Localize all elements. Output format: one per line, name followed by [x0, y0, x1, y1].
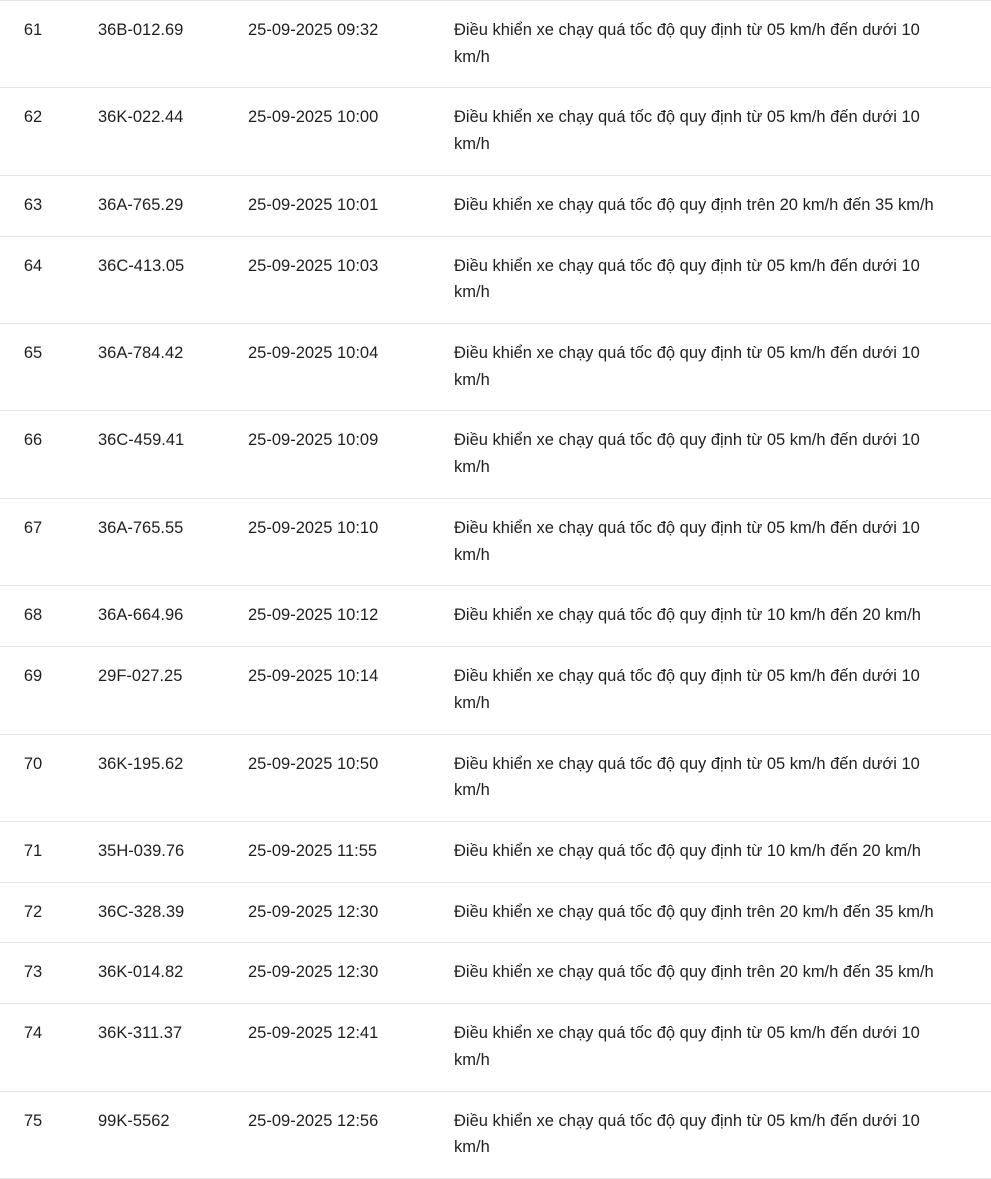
cell-violation-description: Điều khiển xe chạy quá tốc độ quy định từ 05 km/h đến dưới 10 km/h: [454, 21, 920, 66]
cell-violation-description: Điều khiển xe chạy quá tốc độ quy định từ 05 km/h đến dưới 10 km/h: [454, 667, 920, 712]
cell-plate-number: 36A-784.42: [98, 344, 184, 363]
cell-index: 61: [23, 21, 43, 39]
cell-index: 64: [23, 256, 43, 275]
cell-violation-time: 25-09-2025 10:10: [248, 518, 379, 537]
cell-violation-description: Điều khiển xe chạy quá tốc độ quy định từ 10 km/h đến 20 km/h: [454, 841, 921, 860]
cell-violation-time: 25-09-2025 12:30: [248, 963, 379, 982]
cell-violation-time: 25-09-2025 10:12: [248, 606, 379, 625]
cell-violation-time: 25-09-2025 10:00: [248, 108, 379, 127]
cell-violation-description: Điều khiển xe chạy quá tốc độ quy định từ 05 km/h đến dưới 10 km/h: [454, 1024, 920, 1069]
cell-plate-number: 35H-039.76: [98, 841, 185, 860]
cell-index: 70: [23, 754, 43, 773]
violations-table-body: [0, 1, 991, 1179]
cell-index: 65: [23, 344, 43, 363]
table-row[interactable]: [0, 734, 991, 821]
cell-violation-description: Điều khiển xe chạy quá tốc độ quy định từ 05 km/h đến dưới 10 km/h: [454, 256, 920, 302]
cell-violation-time: 25-09-2025 10:04: [248, 344, 379, 363]
table-row[interactable]: [0, 821, 991, 882]
cell-plate-number: 29F-027.25: [98, 667, 183, 686]
table-row[interactable]: [0, 236, 991, 323]
cell-violation-description: Điều khiển xe chạy quá tốc độ quy định từ 05 km/h đến dưới 10 km/h: [454, 431, 920, 477]
cell-index: 71: [23, 841, 43, 860]
table-row[interactable]: [0, 88, 991, 175]
cell-plate-number: 36C-459.41: [98, 431, 185, 450]
table-row[interactable]: [0, 647, 991, 734]
cell-plate-number: 36A-765.29: [98, 195, 184, 214]
cell-index: 73: [23, 963, 43, 982]
cell-index: 62: [23, 108, 43, 127]
cell-plate-number: 99K-5562: [98, 1111, 170, 1130]
cell-violation-time: 25-09-2025 12:41: [248, 1024, 379, 1043]
cell-violation-description: Điều khiển xe chạy quá tốc độ quy định từ 05 km/h đến dưới 10 km/h: [454, 108, 920, 154]
cell-violation-description: Điều khiển xe chạy quá tốc độ quy định từ 05 km/h đến dưới 10 km/h: [454, 344, 920, 389]
cell-violation-description: Điều khiển xe chạy quá tốc độ quy định trên 20 km/h đến 35 km/h: [454, 902, 934, 921]
table-row[interactable]: [0, 498, 991, 585]
table-row[interactable]: [0, 175, 991, 236]
cell-violation-description: Điều khiển xe chạy quá tốc độ quy định trên 20 km/h đến 35 km/h: [454, 963, 934, 982]
cell-index: 68: [23, 606, 43, 625]
cell-index: 74: [23, 1024, 43, 1043]
cell-plate-number: 36K-014.82: [98, 963, 184, 982]
cell-violation-description: Điều khiển xe chạy quá tốc độ quy định từ 05 km/h đến dưới 10 km/h: [454, 754, 920, 800]
cell-violation-time: 25-09-2025 10:01: [248, 195, 379, 214]
table-row[interactable]: [0, 1, 991, 88]
cell-index: 72: [23, 902, 43, 921]
cell-violation-description: Điều khiển xe chạy quá tốc độ quy định từ 05 km/h đến dưới 10 km/h: [454, 518, 920, 564]
table-row[interactable]: [0, 882, 991, 943]
table-row[interactable]: [0, 411, 991, 498]
cell-violation-time: 25-09-2025 11:55: [248, 841, 378, 860]
cell-violation-time: 25-09-2025 10:50: [248, 754, 379, 773]
cell-violation-description: Điều khiển xe chạy quá tốc độ quy định từ 10 km/h đến 20 km/h: [454, 606, 921, 625]
cell-plate-number: 36C-413.05: [98, 256, 185, 275]
cell-index: 69: [23, 667, 43, 686]
table-row[interactable]: [0, 1004, 991, 1091]
cell-plate-number: 36A-765.55: [98, 518, 184, 537]
cell-violation-description: Điều khiển xe chạy quá tốc độ quy định từ 05 km/h đến dưới 10 km/h: [454, 1111, 920, 1157]
cell-violation-time: 25-09-2025 10:14: [248, 667, 379, 686]
cell-violation-description: Điều khiển xe chạy quá tốc độ quy định trên 20 km/h đến 35 km/h: [454, 195, 934, 214]
table-row[interactable]: [0, 324, 991, 411]
cell-violation-time: 25-09-2025 10:09: [248, 431, 379, 450]
cell-plate-number: 36A-664.96: [98, 606, 184, 625]
cell-index: 63: [23, 195, 43, 214]
cell-violation-time: 25-09-2025 10:03: [248, 256, 379, 275]
cell-index: 75: [23, 1111, 43, 1130]
cell-violation-time: 25-09-2025 12:56: [248, 1111, 379, 1130]
cell-plate-number: 36K-022.44: [98, 108, 184, 127]
table-row[interactable]: [0, 943, 991, 1004]
cell-plate-number: 36K-195.62: [98, 754, 184, 773]
cell-plate-number: 36B-012.69: [98, 21, 184, 39]
table-row[interactable]: [0, 1091, 991, 1178]
cell-violation-time: 25-09-2025 12:30: [248, 902, 379, 921]
cell-plate-number: 36C-328.39: [98, 902, 185, 921]
cell-violation-time: 25-09-2025 09:32: [248, 21, 379, 39]
table-row[interactable]: [0, 586, 991, 647]
cell-index: 66: [23, 431, 43, 450]
cell-index: 67: [23, 518, 43, 537]
cell-plate-number: 36K-311.37: [98, 1024, 183, 1043]
